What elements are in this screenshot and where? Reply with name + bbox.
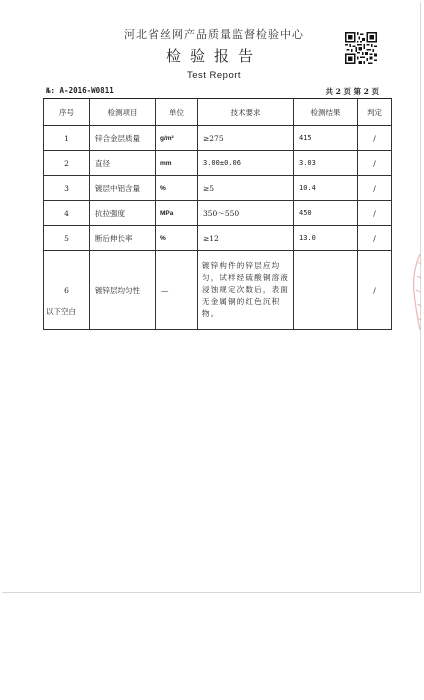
- row-unit: %: [156, 176, 198, 201]
- row-requirement: ≥5: [198, 176, 294, 201]
- report-number: №: A-2016-W0811: [46, 86, 114, 95]
- row-verdict: /: [358, 226, 392, 251]
- row-verdict: /: [358, 126, 392, 151]
- row-unit: —: [156, 251, 198, 330]
- test-results-table: [43, 98, 392, 330]
- table-header-row: [44, 99, 392, 126]
- column-header-item: 检测项目: [90, 99, 156, 126]
- column-header-requirement: 技术要求: [198, 99, 294, 126]
- row-unit: g/m²: [156, 126, 198, 151]
- row-verdict: /: [358, 201, 392, 226]
- page-indicator: 共 2 页 第 2 页: [325, 87, 379, 96]
- seal-stamp-edge-icon: [408, 252, 422, 332]
- table-row: [44, 176, 392, 201]
- column-header-unit: 单位: [156, 99, 198, 126]
- organization-name: 河北省丝网产品质量监督检验中心: [124, 28, 304, 41]
- table-row: [44, 151, 392, 176]
- row-unit: mm: [156, 151, 198, 176]
- report-page: [2, 2, 421, 593]
- row-unit: MPa: [156, 201, 198, 226]
- row-result: 450: [294, 201, 358, 226]
- table-row: [44, 226, 392, 251]
- table-row: [44, 201, 392, 226]
- row-result: 415: [294, 126, 358, 151]
- end-of-content-note: 以下空白: [46, 307, 76, 316]
- row-item: 断后伸长率: [90, 226, 156, 251]
- row-verdict: /: [358, 251, 392, 330]
- column-header-result: 检测结果: [294, 99, 358, 126]
- row-verdict: /: [358, 151, 392, 176]
- row-verdict: /: [358, 176, 392, 201]
- row-requirement: 镀锌构件的锌层应均匀，试样经硫酸铜溶液浸蚀规定次数后，表面无金属铜的红色沉积物。: [198, 251, 294, 330]
- row-number: 1: [44, 126, 90, 151]
- row-result: [294, 251, 358, 330]
- row-number: 3: [44, 176, 90, 201]
- row-requirement: ≥275: [198, 126, 294, 151]
- report-title: 检验报告: [165, 47, 262, 65]
- table-row: [44, 126, 392, 151]
- column-header-number: 序号: [44, 99, 90, 126]
- row-requirement: 3.00±0.06: [198, 151, 294, 176]
- row-item: 镀锌层均匀性: [90, 251, 156, 330]
- row-item: 锌合金层质量: [90, 126, 156, 151]
- row-number: 4: [44, 201, 90, 226]
- row-number: 5: [44, 226, 90, 251]
- column-header-verdict: 判定: [358, 99, 392, 126]
- row-item: 抗拉强度: [90, 201, 156, 226]
- row-number: 2: [44, 151, 90, 176]
- report-subtitle: Test Report: [186, 70, 242, 81]
- row-result: 10.4: [294, 176, 358, 201]
- qr-code-icon: [345, 32, 377, 64]
- row-result: 3.03: [294, 151, 358, 176]
- row-result: 13.0: [294, 226, 358, 251]
- row-requirement: ≥12: [198, 226, 294, 251]
- row-requirement: 350～550: [198, 201, 294, 226]
- row-item: 直径: [90, 151, 156, 176]
- row-unit: %: [156, 226, 198, 251]
- row-number: 6: [44, 251, 90, 330]
- table-row: [44, 251, 392, 330]
- row-item: 镀层中铝含量: [90, 176, 156, 201]
